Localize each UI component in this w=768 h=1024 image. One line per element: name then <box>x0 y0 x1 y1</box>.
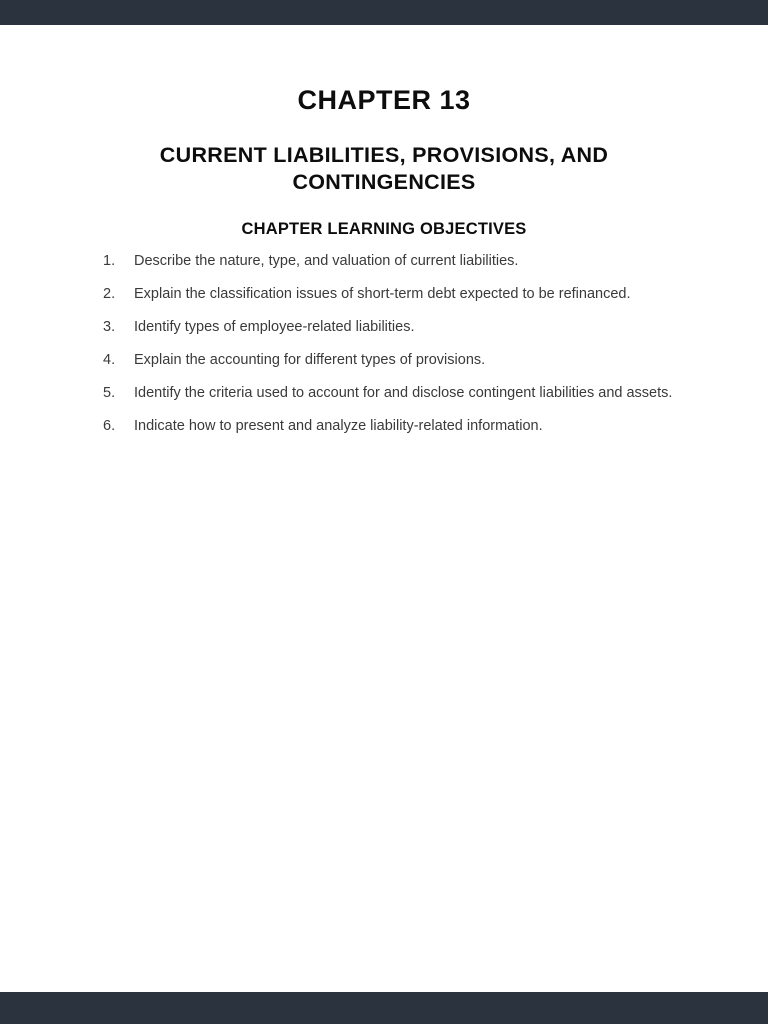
item-number: 1. <box>103 253 116 269</box>
item-text: Explain the classification issues of short-term debt expected to be refinanced. <box>134 286 631 302</box>
list-item <box>103 254 708 269</box>
item-text: Describe the nature, type, and valuation of current liabilities. <box>134 253 519 269</box>
chapter-title: CHAPTER 13 <box>297 85 471 115</box>
list-item <box>103 287 708 302</box>
item-number: 6. <box>103 418 116 434</box>
viewer-bottom-bar <box>0 992 768 1024</box>
document-title-line-2: CONTINGENCIES <box>292 170 476 194</box>
item-text: Explain the accounting for different types of provisions. <box>134 352 486 368</box>
section-heading: CHAPTER LEARNING OBJECTIVES <box>241 220 527 238</box>
document-page <box>0 25 768 452</box>
list-item <box>103 419 708 434</box>
document-title-line-1: CURRENT LIABILITIES, PROVISIONS, AND <box>159 143 609 167</box>
item-text: Indicate how to present and analyze liability-related information. <box>134 418 543 434</box>
item-number: 5. <box>103 385 116 401</box>
viewer-top-bar <box>0 0 768 25</box>
list-item <box>103 353 708 368</box>
item-number: 3. <box>103 319 116 335</box>
document-title <box>0 142 768 196</box>
item-number: 4. <box>103 352 116 368</box>
item-text: Identify the criteria used to account for and disclose contingent liabilities and assets. <box>134 385 673 401</box>
item-number: 2. <box>103 286 116 302</box>
objectives-list <box>0 254 768 434</box>
list-item <box>103 386 708 401</box>
item-text: Identify types of employee-related liabilities. <box>134 319 415 335</box>
list-item <box>103 320 708 335</box>
